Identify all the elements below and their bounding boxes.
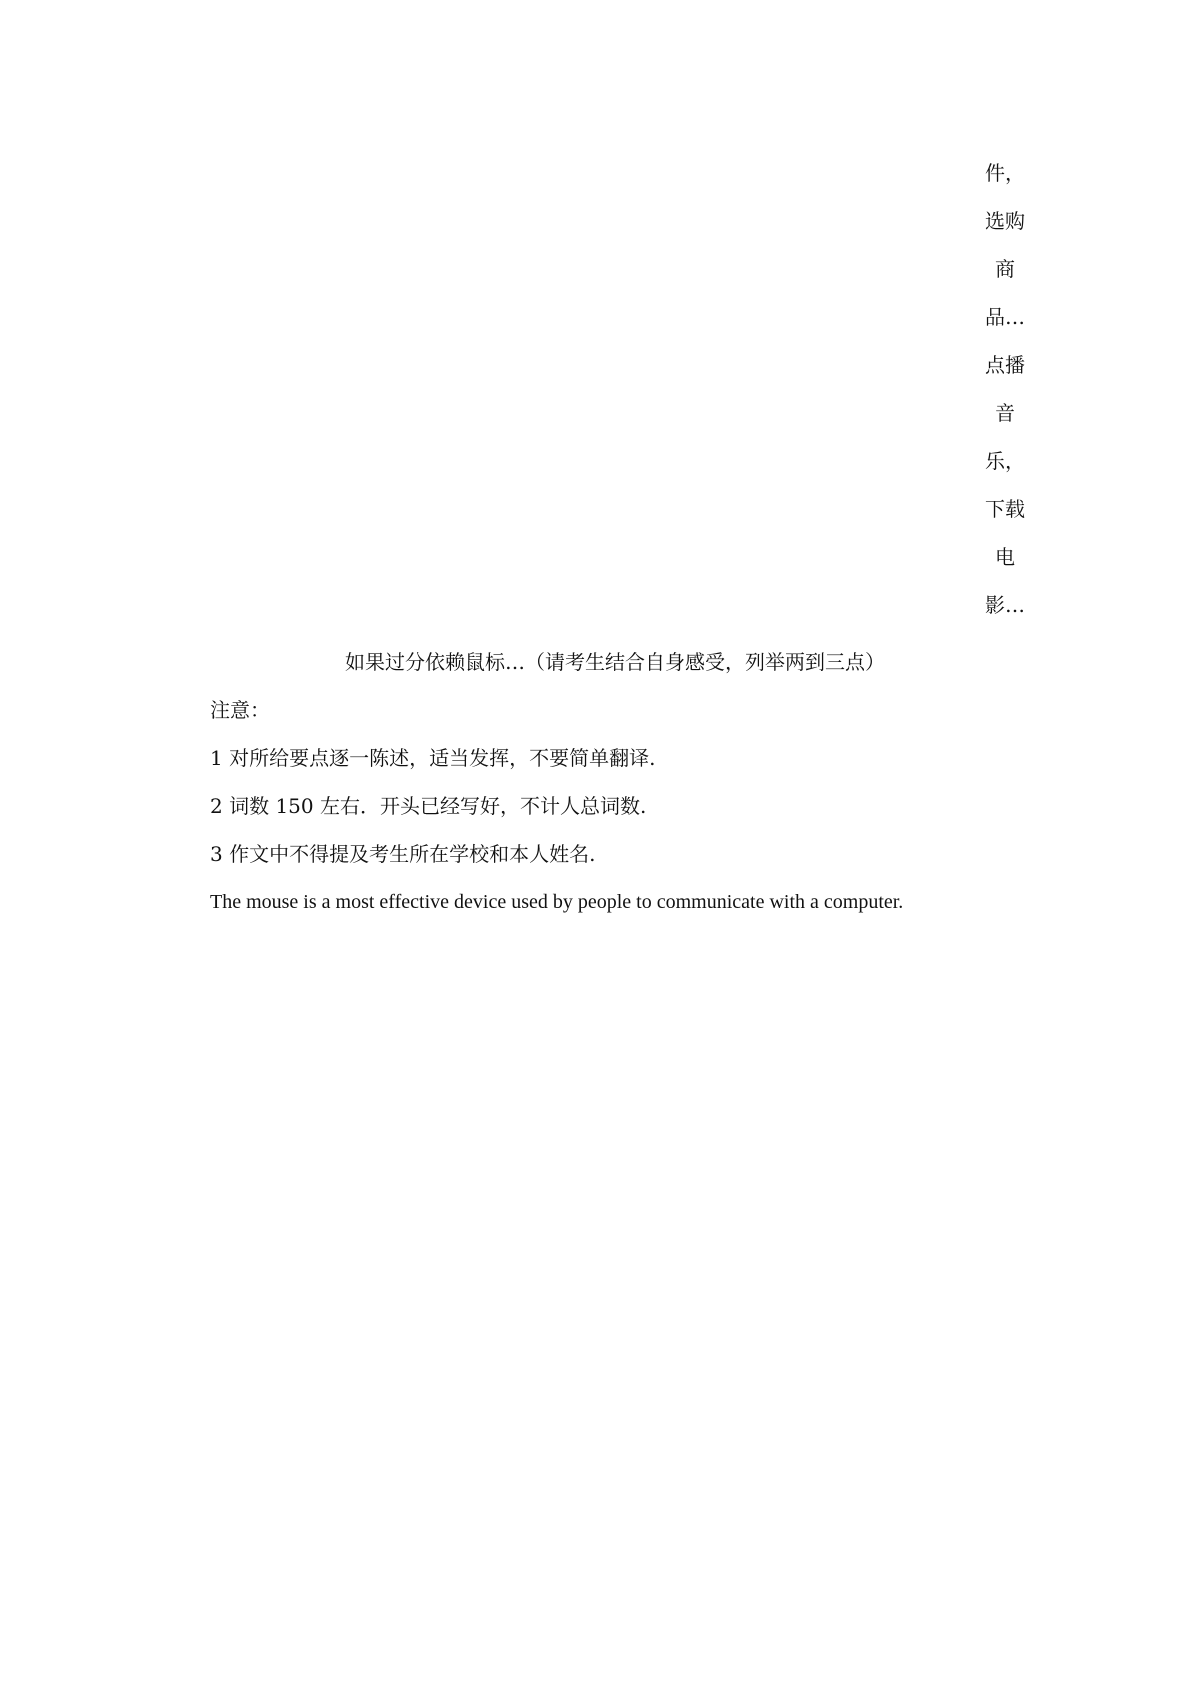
opening-sentence: The mouse is a most effective device used by people to communicate with a computer. [210,891,904,913]
note-item: 3 作文中不得提及考生所在学校和本人姓名. [210,842,596,866]
note-item: 2 词数 150 左右．开头已经写好，不计人总词数. [210,794,647,818]
outline-column [970,152,1040,632]
instructions-block [210,640,1030,928]
outline-item: 品… [985,305,1025,329]
outline-item: 点播 [985,353,1025,377]
outline-item: 件， [985,161,1025,185]
outline-item: 影… [985,593,1025,617]
notes-heading: 注意： [210,698,270,722]
outline-item: 下载 [985,497,1025,521]
prompt-line: 如果过分依赖鼠标…（请考生结合自身感受，列举两到三点） [345,650,885,674]
outline-item: 商 [995,257,1015,281]
outline-item: 选购 [985,209,1025,233]
note-item: 1 对所给要点逐一陈述，适当发挥，不要简单翻译. [210,746,656,770]
outline-item: 电 [995,545,1015,569]
outline-item: 音 [995,401,1015,425]
outline-item: 乐， [985,449,1025,473]
